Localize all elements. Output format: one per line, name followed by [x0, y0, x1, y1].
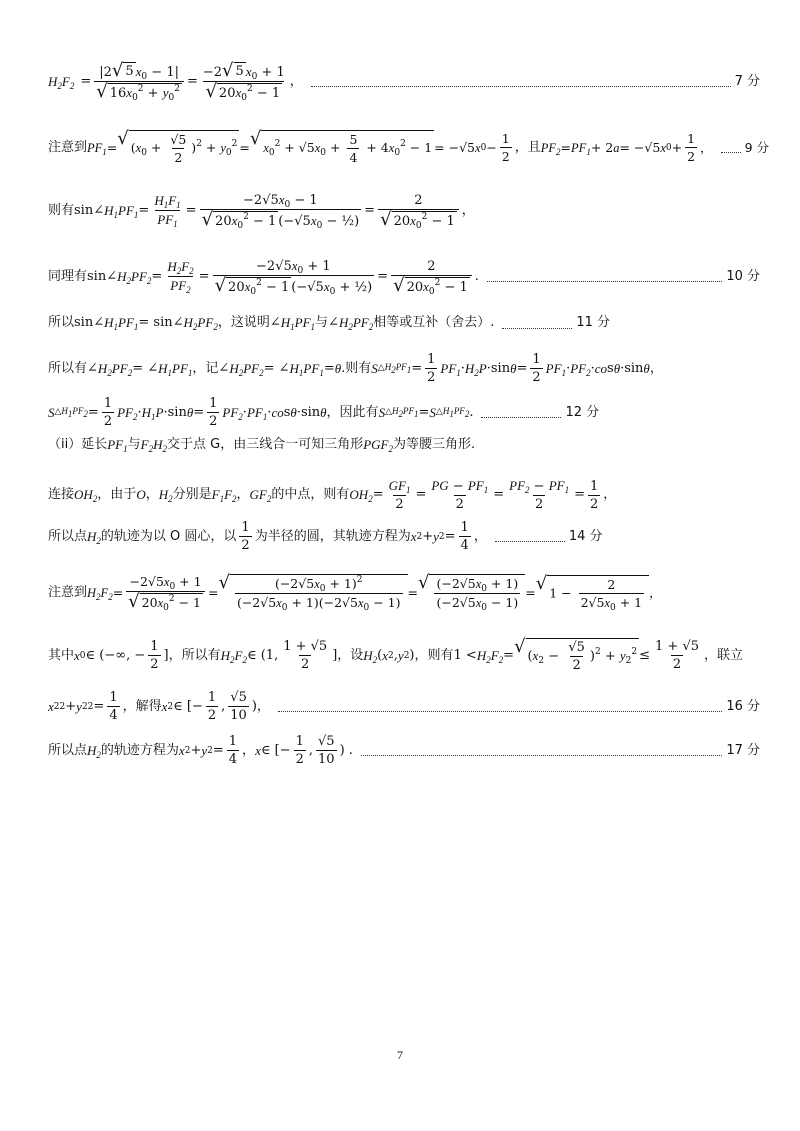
line-11: 注意到 $H_2F_2$ = $-2√5x_0 + 1$ √ $20x_0^2 - 1$ = √ $\frac{(-2√5x_0 + 1)^2}{(-2√5x_0 + 1)(-2√5x_0 - 1)}$ = √ $\frac{(-2√5x_0 + 1)}{(-2√5x_0 - 1)}$ = √ 1 − $\frac{2}{2√5x_0 + 1}$ ， — [48, 572, 662, 613]
line-8: （ii）延长 $PF_1$ 与 $F_2H_2$ 交于点 G，由三线合一可知三角形 $PGF_2$ 为等腰三角形. — [48, 437, 476, 454]
line-13: x 2 2 + y 2 2 = $\frac{1}{4}$ ，解得 x 2 ∈ [− $\frac{1}{2}$ , $\frac{√5}{10}$ )， 16 分 — [48, 690, 760, 723]
line-3: 则有 sin∠ $H_1PF_1$ = $\frac{H_1F_1}{PF_1}$ = $-2√5x_0 - 1$ √ $20x_0^2 - 1$ ($-√5x_0$ − ½) = 2 √ $20x_0^2 - 1$ ， — [48, 192, 475, 231]
line-6: 所以有 ∠ $H_2PF_2$ = ∠ $H_1PF_1$ ，记 ∠ $H_2PF_2$ = ∠ $H_1PF_1$ = θ . 则有 S $\triangle H_2PF_1$ = $\frac{1}{2}$ $PF_1$ · $H_2P$ ·sin θ = $\frac{1}{2}$ $PF_1$ · $PF_2$ · co s θ ·sin θ ， — [48, 352, 663, 385]
line-4: 同理有 sin∠ $H_2PF_2$ = $\frac{H_2F_2}{PF_2}$ = $-2√5x_0 + 1$ √ $20x_0^2 - 1$ ($-√5x_0$ + ½) = 2 √ $20x_0^2 - 1$ . 10 分 — [48, 258, 760, 297]
line-12: 其中 x 0 ∈ (−∞, − $\frac{1}{2}$ ] ，所以有 $H_2F_2$ ∈ (1, $\frac{1 + √5}{2}$ ] ，设 $H_2$ ( x 2 , y 2 ) ，则有 1 < $H_2F_2$ = √ ($x_2$ − $\frac{√5}{2}$ )$^2 + y_2^2$ ≤ $\frac{1 + √5}{2}$ ，联立 — [48, 636, 744, 673]
line-5: 所以 sin∠ $H_1PF_1$ = sin∠ $H_2PF_2$ ，这说明 ∠ $H_1PF_1$ 与 ∠ $H_2PF_2$ 相等或互补（舍去）. 11 分 — [48, 315, 611, 332]
line-7: S $\triangle H_1PF_2$ = $\frac{1}{2}$ $PF_2$ · $H_1P$ ·sin θ = $\frac{1}{2}$ $PF_2$ · $PF_1$ · co s θ ·sin θ ，因此有 S $\triangle H_2PF_1$ = S $\triangle H_1PF_2$ . 12 分 — [48, 396, 600, 429]
page-number: 7 — [397, 1048, 403, 1062]
line-14: 所以点 $H_2$ 的轨迹方程为 x 2 + y 2 = $\frac{1}{4}$ ， x ∈ [− $\frac{1}{2}$ , $\frac{√5}{10}$ ) . 17 分 — [48, 734, 760, 767]
leader-dots — [311, 76, 731, 87]
line-10: 所以点 $H_2$ 的轨迹为以 O 圆心，以 $\frac{1}{2}$ 为半径的圆，其轨迹方程为 x 2 + y 2 = $\frac{1}{4}$ ， 14 分 — [48, 520, 603, 553]
line-1: $H_2F_2$ = |2 √ 5 $x_0 - 1|$ √ $16x_0^2 + y_0^2$ = −2 √ 5 $x_0 + 1$ √ $20x_0^2 - 1$ ， 7 分 — [48, 60, 760, 103]
line-9: 连接 $OH_2$ ，由于 O ， $H_2$ 分别是 $F_1F_2$ ， $GF_2$ 的中点，则有 $OH_2$ = $\frac{GF_1}{2}$ = $\frac{PG - PF_1}{2}$ = $\frac{PF_2 - PF_1}{2}$ = $\frac{1}{2}$ ， — [48, 478, 617, 512]
line-2: 注意到 $PF_1$ = √ ($x_0$ + $\frac{√5}{2}$ )$^2 + y_0^2$ = √ $x_0^2 + √5x_0$ + $\frac{5}{4}$ + $4x_0^2 - 1$ = −√5 x 0 − $\frac{1}{2}$ ，且 $PF_2$ = $PF_1$ + 2 a = −√5 x 0 + $\frac{1}{2}$ ， 9 分 — [48, 128, 769, 165]
